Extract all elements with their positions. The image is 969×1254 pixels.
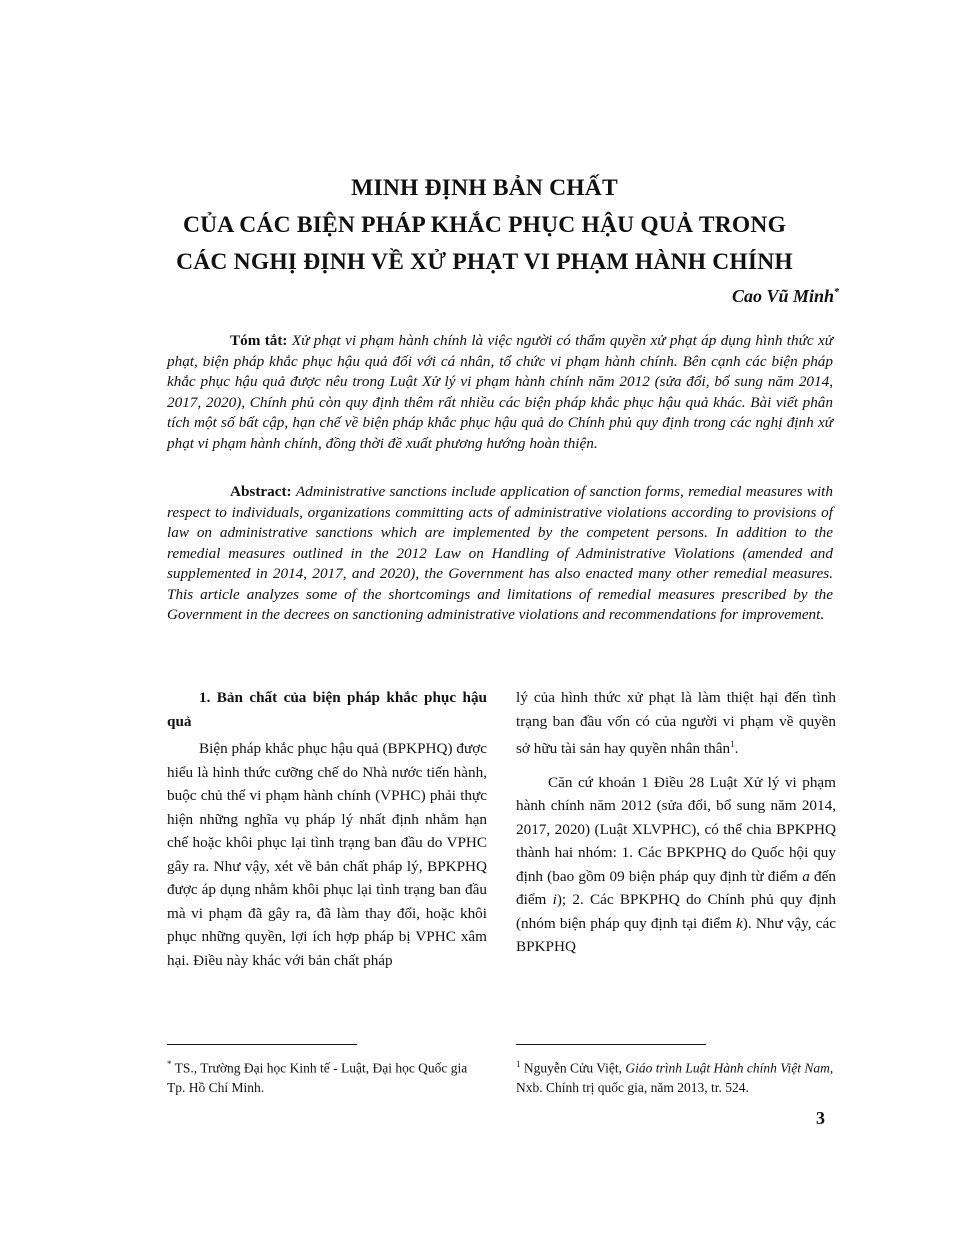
title-line: CỦA CÁC BIỆN PHÁP KHẮC PHỤC HẬU QUẢ TRONG xyxy=(182,212,787,238)
body-paragraph: Biện pháp khắc phục hậu quả (BPKPHQ) được hiểu là hình thức cưỡng chế do Nhà nước tiến hành, buộc chủ thể vi phạm hành chính (VPHC) phải thực hiện những nghĩa vụ pháp lý nhất định nhằm hạn chế hoặc khôi phục lại tình trạng ban đầu do VPHC gây ra. Như vậy, xét về bản chất pháp lý, BPKPHQ được áp dụng nhằm khôi phục lại tình trạng ban đầu mà vi phạm đã gây ra, đã làm thay đổi, hoặc khôi phục những quyền, lợi ích hợp pháp bị VPHC xâm hại. Điều này khác với bản chất pháp xyxy=(167,740,487,969)
footnote-divider xyxy=(167,1044,357,1045)
article-title xyxy=(130,170,839,281)
var-k: k xyxy=(736,914,743,932)
title-line: CÁC NGHỊ ĐỊNH VỀ XỬ PHẠT VI PHẠM HÀNH CHÍNH xyxy=(176,249,793,275)
footnote-book-title: Giáo trình Luật Hành chính Việt Nam xyxy=(625,1060,830,1076)
body-paragraph xyxy=(516,771,836,959)
footnote-ref: 1 xyxy=(730,739,735,749)
title-line: MINH ĐỊNH BẢN CHẤT xyxy=(351,175,618,201)
footnote-1 xyxy=(516,1055,836,1097)
var-i: i xyxy=(552,891,557,909)
para-text: Căn cứ khoản 1 Điều 28 Luật Xử lý vi phạm hành chính năm 2012 (sửa đổi, bổ sung năm 2014, 2017, 2020) (Luật XLVPHC), có thể chia BPKPHQ thành hai nhóm: 1. Các BPKPHQ do Quốc hội quy định (bao gồm 09 biện pháp quy định từ điểm xyxy=(516,773,836,885)
abstract-english xyxy=(167,482,833,626)
body-column-left xyxy=(167,686,487,972)
var-a: a xyxy=(802,867,810,885)
author-name xyxy=(732,286,839,307)
abstract-vi-label: Tóm tắt: xyxy=(230,332,288,349)
footnote-author: Nguyễn Cửu Việt, xyxy=(520,1060,626,1076)
para-text: đến điểm xyxy=(516,867,836,909)
footnote-publisher: , Nxb. Chính trị quốc gia, năm 2013, tr. 524. xyxy=(516,1060,834,1095)
body-column-right xyxy=(516,686,836,959)
abstract-vi-text: Xử phạt vi phạm hành chính là việc người có thẩm quyền xử phạt áp dụng hình thức xử phạt, biện pháp khắc phục hậu quả đối với cá nhân, tổ chức vi phạm hành chính. Bên cạnh các biện pháp khắc phục hậu quả được nêu trong Luật Xử lý vi phạm hành chính năm 2012 (sửa đổi, bổ sung năm 2014, 2017, 2020), Chính phủ còn quy định thêm rất nhiều các biện pháp khắc phục hậu quả khác. Bài viết phân tích một số bất cập, hạn chế về biện pháp khắc phục hậu quả do Chính phủ quy định trong các nghị định xử phạt vi phạm hành chính, đồng thời đề xuất phương hướng hoàn thiện. xyxy=(167,332,833,452)
footnote-mark: 1 xyxy=(516,1059,521,1069)
footnote-text: TS., Trường Đại học Kinh tế - Luật, Đại học Quốc gia Tp. Hồ Chí Minh. xyxy=(167,1060,468,1095)
para-text: ). Như vậy, các BPKPHQ xyxy=(516,914,837,956)
footnote-mark: * xyxy=(167,1059,172,1069)
abstract-en-text: Administrative sanctions include application of sanction forms, remedial measures with respect to individuals, organizations committing acts of administrative violations according to provisions of law on administrative sanctions which are implemented by the competent persons. In addition to the remedial measures outlined in the 2012 Law on Handling of Administrative Violations (amended and supplemented in 2014, 2017, and 2020), the Government has also enacted many other remedial measures. This article analyzes some of the shortcomings and limitations of remedial measures prescribed by the Government in the decrees on sanctioning administrative violations and recommendations for improvement. xyxy=(167,483,833,623)
continued-text: lý của hình thức xử phạt là làm thiệt hại đến tình trạng ban đầu vốn có của người vi phạm về quyền sở hữu tài sản hay quyền nhân thân xyxy=(516,689,836,758)
abstract-en-label: Abstract: xyxy=(230,483,292,500)
period: . xyxy=(734,740,739,758)
author-footnote-mark: * xyxy=(834,287,839,298)
page-number: 3 xyxy=(816,1108,825,1128)
para-text: ); 2. Các BPKPHQ do Chính phủ quy định (nhóm biện pháp quy định tại điểm xyxy=(516,891,836,932)
footnote-author xyxy=(167,1055,487,1097)
footnote-divider xyxy=(516,1044,706,1045)
section-heading: 1. Bản chất của biện pháp khắc phục hậu quả xyxy=(167,689,487,730)
abstract-vietnamese xyxy=(167,331,833,454)
body-paragraph-continued xyxy=(516,686,836,761)
author-name-text: Cao Vũ Minh xyxy=(731,286,834,306)
